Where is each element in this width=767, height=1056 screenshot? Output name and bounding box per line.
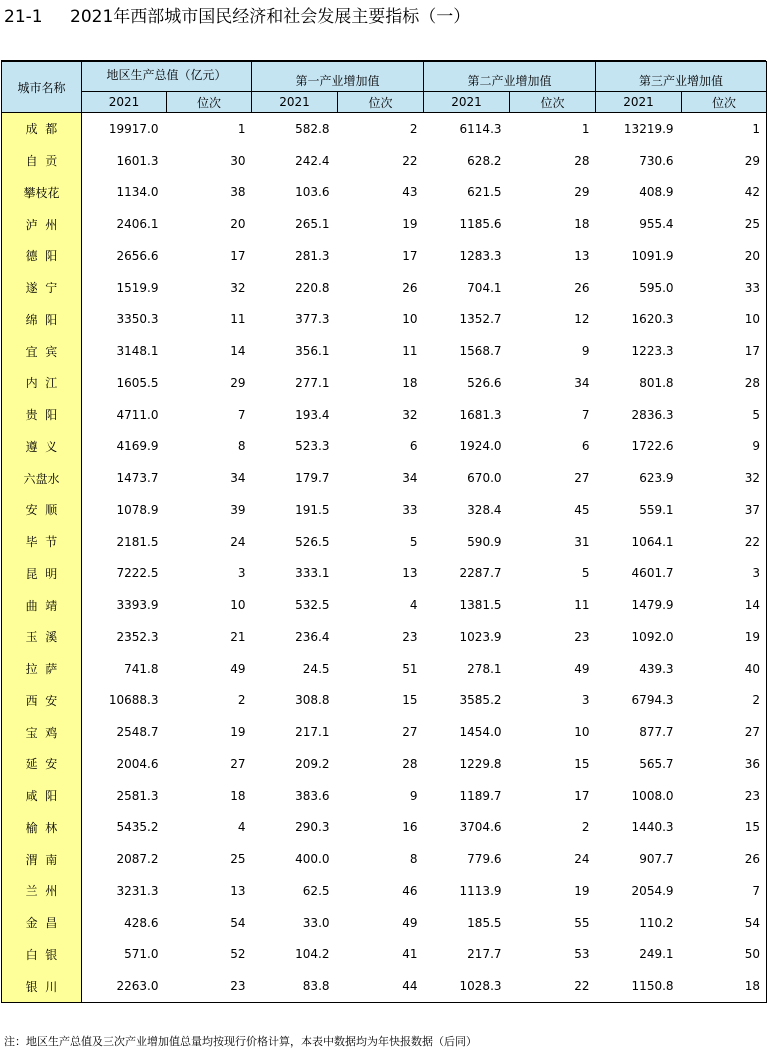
- tertiary-rank-cell: 1: [682, 113, 767, 145]
- table-row: [2, 653, 767, 685]
- gdp-value-cell: 2406.1: [116, 217, 159, 232]
- tertiary-industry-header: 第三产业增加值: [596, 62, 767, 92]
- tertiary-rank-cell: 50: [682, 939, 767, 971]
- gdp-value-cell: 3231.3: [116, 883, 159, 898]
- gdp-rank-cell: 34: [230, 471, 246, 486]
- secondary-rank-cell: 29: [574, 185, 590, 200]
- primary-value-cell: 242.4: [295, 153, 330, 168]
- secondary-rank-cell: 34: [574, 375, 590, 390]
- city-name-cell: 金 昌: [2, 907, 82, 939]
- tertiary-value-cell: 565.7: [639, 756, 674, 771]
- gdp-rank-cell: 13: [230, 883, 246, 898]
- tertiary-rank-cell: 54: [682, 907, 767, 939]
- primary-rank-cell: 46: [402, 883, 418, 898]
- tertiary-value-cell: 877.7: [639, 725, 674, 740]
- city-name-cell: 玉 溪: [2, 621, 82, 653]
- secondary-rank-cell: 31: [574, 534, 590, 549]
- secondary-value-cell: 1352.7: [459, 312, 502, 327]
- gdp-value-cell: 2581.3: [116, 788, 159, 803]
- primary-rank-header: 位次: [338, 92, 424, 113]
- table-row: [2, 272, 767, 304]
- city-name-cell: 贵 阳: [2, 399, 82, 431]
- secondary-value-cell: 621.5: [467, 185, 502, 200]
- gdp-value-cell: 3148.1: [116, 344, 159, 359]
- gdp-value-cell: 1134.0: [116, 185, 159, 200]
- city-name-cell: 宜 宾: [2, 335, 82, 367]
- gdp-rank-cell: 18: [230, 788, 246, 803]
- secondary-rank-cell: 24: [574, 852, 590, 867]
- tertiary-rank-cell: 25: [682, 208, 767, 240]
- city-name-cell: 西 安: [2, 685, 82, 717]
- primary-value-cell: 532.5: [295, 598, 330, 613]
- tertiary-value-cell: 4601.7: [631, 566, 674, 581]
- tertiary-value-cell: 1150.8: [596, 970, 682, 1002]
- city-name-cell: 安 顺: [2, 494, 82, 526]
- primary-value-cell: 217.1: [295, 725, 330, 740]
- secondary-rank-cell: 9: [581, 344, 590, 359]
- tertiary-rank-cell: 17: [682, 335, 767, 367]
- primary-rank-cell: 19: [402, 217, 418, 232]
- secondary-rank-cell: 45: [574, 502, 590, 517]
- tertiary-rank-cell: 42: [682, 177, 767, 209]
- secondary-rank-cell: 1: [581, 121, 590, 136]
- gdp-value-cell: 3393.9: [116, 598, 159, 613]
- secondary-value-cell: 1381.5: [459, 598, 502, 613]
- primary-rank-cell: 8: [409, 852, 418, 867]
- city-name-cell: 渭 南: [2, 843, 82, 875]
- secondary-value-cell: 590.9: [467, 534, 502, 549]
- table-row: [2, 589, 767, 621]
- primary-value-cell: 191.5: [295, 502, 330, 517]
- city-name-cell: 德 阳: [2, 240, 82, 272]
- gdp-rank-cell: 19: [230, 725, 246, 740]
- gdp-year-header: 2021: [82, 92, 167, 113]
- secondary-value-cell: 1113.9: [459, 883, 502, 898]
- table-row: [2, 145, 767, 177]
- secondary-value-cell: 1283.3: [459, 248, 502, 263]
- primary-value-cell: 290.3: [295, 820, 330, 835]
- primary-rank-cell: 10: [402, 312, 418, 327]
- gdp-rank-cell: 14: [230, 344, 246, 359]
- secondary-value-cell: 1681.3: [459, 407, 502, 422]
- gdp-rank-cell: 11: [230, 312, 246, 327]
- city-name-cell: 绵 阳: [2, 304, 82, 336]
- primary-value-cell: 277.1: [295, 375, 330, 390]
- primary-rank-cell: 2: [409, 121, 418, 136]
- primary-value-cell: 383.6: [295, 788, 330, 803]
- secondary-value-cell: 185.5: [467, 915, 502, 930]
- gdp-rank-cell: 17: [230, 248, 246, 263]
- primary-value-cell: 62.5: [302, 883, 330, 898]
- gdp-rank-cell: 20: [230, 217, 246, 232]
- secondary-rank-cell: 15: [574, 756, 590, 771]
- secondary-value-cell: 704.1: [467, 280, 502, 295]
- gdp-rank-cell: 27: [230, 756, 246, 771]
- secondary-value-cell: 1454.0: [459, 725, 502, 740]
- secondary-value-cell: 1189.7: [459, 788, 502, 803]
- primary-value-cell: 33.0: [302, 915, 330, 930]
- secondary-value-cell: 328.4: [467, 502, 502, 517]
- table-row: [2, 113, 767, 145]
- gdp-value-cell: 2004.6: [116, 756, 159, 771]
- tertiary-value-cell: 439.3: [639, 661, 674, 676]
- secondary-rank-cell: 49: [574, 661, 590, 676]
- gdp-value-cell: 7222.5: [116, 566, 159, 581]
- city-name-cell: 银 川: [2, 970, 82, 1002]
- city-name-cell: 曲 靖: [2, 589, 82, 621]
- tertiary-value-cell: 730.6: [639, 153, 674, 168]
- primary-rank-cell: 22: [402, 153, 418, 168]
- primary-value-cell: 209.2: [295, 756, 330, 771]
- secondary-value-cell: 1185.6: [459, 217, 502, 232]
- city-name-cell: 白 银: [2, 939, 82, 971]
- tertiary-value-cell: 1064.1: [631, 534, 674, 549]
- tertiary-rank-cell: 28: [682, 367, 767, 399]
- table-row: [2, 558, 767, 590]
- tertiary-rank-cell: 10: [682, 304, 767, 336]
- table-row: [2, 780, 767, 812]
- table-row: [2, 335, 767, 367]
- city-name-cell: 自 贡: [2, 145, 82, 177]
- secondary-value-cell: 1229.8: [459, 756, 502, 771]
- gdp-value-cell: 571.0: [124, 947, 159, 962]
- secondary-value-cell: 2287.7: [459, 566, 502, 581]
- table-number: 21-1: [4, 7, 43, 27]
- tertiary-rank-cell: 40: [682, 653, 767, 685]
- secondary-rank-cell: 3: [581, 693, 590, 708]
- tertiary-rank-header: 位次: [682, 92, 767, 113]
- primary-rank-cell: 27: [402, 725, 418, 740]
- tertiary-rank-cell: 3: [682, 558, 767, 590]
- gdp-rank-header: 位次: [167, 92, 252, 113]
- gdp-rank-cell: 21: [230, 629, 246, 644]
- primary-rank-cell: 41: [402, 947, 418, 962]
- tertiary-value-cell: 1008.0: [631, 788, 674, 803]
- primary-value-cell: 236.4: [295, 629, 330, 644]
- table-row: [2, 240, 767, 272]
- primary-value-cell: 333.1: [295, 566, 330, 581]
- primary-rank-cell: 49: [402, 915, 418, 930]
- secondary-rank-cell: 53: [574, 947, 590, 962]
- primary-rank-cell: 15: [402, 693, 418, 708]
- primary-value-cell: 193.4: [295, 407, 330, 422]
- primary-rank-cell: 33: [402, 502, 418, 517]
- tertiary-value-cell: 2836.3: [631, 407, 674, 422]
- city-name-cell: 六盘水: [2, 462, 82, 494]
- tertiary-rank-cell: 27: [682, 716, 767, 748]
- tertiary-rank-cell: 18: [682, 970, 767, 1002]
- gdp-rank-cell: 10: [230, 598, 246, 613]
- secondary-rank-cell: 19: [574, 883, 590, 898]
- tertiary-rank-cell: 7: [682, 875, 767, 907]
- secondary-rank-cell: 28: [574, 153, 590, 168]
- secondary-value-cell: 1023.9: [459, 629, 502, 644]
- tertiary-value-cell: 595.0: [639, 280, 674, 295]
- gdp-header: 地区生产总值（亿元）: [82, 62, 252, 92]
- secondary-rank-cell: 18: [574, 217, 590, 232]
- tertiary-value-cell: 559.1: [639, 502, 674, 517]
- tertiary-value-cell: 1440.3: [631, 820, 674, 835]
- gdp-rank-cell: 54: [230, 915, 246, 930]
- table-row: [2, 685, 767, 717]
- primary-rank-cell: 34: [402, 471, 418, 486]
- city-name-cell: 榆 林: [2, 812, 82, 844]
- primary-rank-cell: 26: [402, 280, 418, 295]
- primary-value-cell: 220.8: [295, 280, 330, 295]
- tertiary-rank-cell: 9: [682, 431, 767, 463]
- gdp-value-cell: 2087.2: [116, 852, 159, 867]
- primary-rank-cell: 17: [402, 248, 418, 263]
- gdp-value-cell: 428.6: [124, 915, 159, 930]
- tertiary-value-cell: 1620.3: [631, 312, 674, 327]
- footnote: 注：地区生产总值及三次产业增加值总量均按现行价格计算，本表中数据均为年快报数据（后同）: [4, 1035, 477, 1048]
- secondary-rank-cell: 5: [581, 566, 590, 581]
- tertiary-rank-cell: 37: [682, 494, 767, 526]
- city-name-cell: 延 安: [2, 748, 82, 780]
- tertiary-value-cell: 1223.3: [631, 344, 674, 359]
- secondary-value-cell: 3704.6: [459, 820, 502, 835]
- primary-value-cell: 103.6: [295, 185, 330, 200]
- primary-rank-cell: 4: [409, 598, 418, 613]
- city-name-cell: 兰 州: [2, 875, 82, 907]
- gdp-rank-cell: 24: [230, 534, 246, 549]
- secondary-rank-cell: 17: [574, 788, 590, 803]
- primary-value-cell: 582.8: [295, 121, 330, 136]
- table-row: [2, 939, 767, 971]
- secondary-rank-cell: 7: [581, 407, 590, 422]
- secondary-rank-cell: 11: [574, 598, 590, 613]
- secondary-rank-cell: 22: [510, 970, 596, 1002]
- city-name-cell: 毕 节: [2, 526, 82, 558]
- secondary-value-cell: 779.6: [467, 852, 502, 867]
- city-name-cell: 攀枝花: [2, 177, 82, 209]
- secondary-rank-cell: 13: [574, 248, 590, 263]
- tertiary-year-header: 2021: [596, 92, 682, 113]
- gdp-rank-cell: 49: [230, 661, 246, 676]
- primary-value-cell: 356.1: [295, 344, 330, 359]
- city-name-cell: 拉 萨: [2, 653, 82, 685]
- primary-rank-cell: 28: [402, 756, 418, 771]
- primary-value-cell: 104.2: [295, 947, 330, 962]
- gdp-rank-cell: 23: [167, 970, 252, 1002]
- tertiary-value-cell: 955.4: [639, 217, 674, 232]
- gdp-value-cell: 3350.3: [116, 312, 159, 327]
- gdp-rank-cell: 7: [237, 407, 246, 422]
- primary-rank-cell: 5: [409, 534, 418, 549]
- secondary-value-cell: 628.2: [467, 153, 502, 168]
- secondary-rank-cell: 10: [574, 725, 590, 740]
- primary-industry-header: 第一产业增加值: [252, 62, 424, 92]
- tertiary-rank-cell: 20: [682, 240, 767, 272]
- gdp-value-cell: 2656.6: [116, 248, 159, 263]
- table-row: [2, 970, 767, 1002]
- tertiary-rank-cell: 29: [682, 145, 767, 177]
- secondary-rank-cell: 26: [574, 280, 590, 295]
- tertiary-rank-cell: 15: [682, 812, 767, 844]
- table-row: [2, 748, 767, 780]
- gdp-value-cell: 10688.3: [108, 693, 159, 708]
- page-title: [4, 6, 470, 28]
- table-row: [2, 431, 767, 463]
- city-name-cell: 遵 义: [2, 431, 82, 463]
- gdp-rank-cell: 32: [230, 280, 246, 295]
- gdp-value-cell: 1601.3: [116, 153, 159, 168]
- tertiary-value-cell: 1091.9: [631, 248, 674, 263]
- gdp-rank-cell: 8: [237, 439, 246, 454]
- secondary-value-cell: 670.0: [467, 471, 502, 486]
- primary-value-cell: 377.3: [295, 312, 330, 327]
- secondary-rank-cell: 27: [574, 471, 590, 486]
- gdp-value-cell: 2548.7: [116, 725, 159, 740]
- table-row: [2, 907, 767, 939]
- secondary-value-cell: 526.6: [467, 375, 502, 390]
- tertiary-rank-cell: 19: [682, 621, 767, 653]
- secondary-rank-cell: 2: [581, 820, 590, 835]
- secondary-rank-cell: 6: [581, 439, 590, 454]
- gdp-rank-cell: 1: [237, 121, 246, 136]
- tertiary-value-cell: 6794.3: [631, 693, 674, 708]
- indicator-table: [1, 61, 767, 1003]
- table-row: [2, 399, 767, 431]
- primary-rank-cell: 44: [338, 970, 424, 1002]
- gdp-value-cell: 741.8: [124, 661, 159, 676]
- tertiary-value-cell: 1479.9: [631, 598, 674, 613]
- city-name-cell: 内 江: [2, 367, 82, 399]
- table-row: [2, 875, 767, 907]
- secondary-value-cell: 1028.3: [424, 970, 510, 1002]
- secondary-industry-header: 第二产业增加值: [424, 62, 596, 92]
- primary-rank-cell: 23: [402, 629, 418, 644]
- tertiary-value-cell: 1722.6: [631, 439, 674, 454]
- tertiary-value-cell: 907.7: [639, 852, 674, 867]
- secondary-value-cell: 1924.0: [459, 439, 502, 454]
- city-name-header: 城市名称: [2, 62, 82, 113]
- table-row: [2, 367, 767, 399]
- table-row: [2, 462, 767, 494]
- tertiary-rank-cell: 5: [682, 399, 767, 431]
- gdp-rank-cell: 52: [230, 947, 246, 962]
- tertiary-rank-cell: 32: [682, 462, 767, 494]
- primary-rank-cell: 6: [409, 439, 418, 454]
- gdp-rank-cell: 3: [237, 566, 246, 581]
- primary-year-header: 2021: [252, 92, 338, 113]
- tertiary-rank-cell: 36: [682, 748, 767, 780]
- city-name-cell: 咸 阳: [2, 780, 82, 812]
- tertiary-rank-cell: 26: [682, 843, 767, 875]
- tertiary-value-cell: 249.1: [639, 947, 674, 962]
- primary-value-cell: 308.8: [295, 693, 330, 708]
- tertiary-value-cell: 110.2: [639, 915, 674, 930]
- tertiary-value-cell: 1092.0: [631, 629, 674, 644]
- primary-value-cell: 526.5: [295, 534, 330, 549]
- primary-rank-cell: 51: [402, 661, 418, 676]
- secondary-value-cell: 278.1: [467, 661, 502, 676]
- tertiary-rank-cell: 14: [682, 589, 767, 621]
- secondary-rank-header: 位次: [510, 92, 596, 113]
- table-row: [2, 843, 767, 875]
- table-row: [2, 208, 767, 240]
- gdp-value-cell: 2263.0: [82, 970, 167, 1002]
- gdp-value-cell: 4169.9: [116, 439, 159, 454]
- city-name-cell: 成 都: [2, 113, 82, 145]
- table-row: [2, 716, 767, 748]
- primary-rank-cell: 43: [402, 185, 418, 200]
- table-row: [2, 812, 767, 844]
- primary-rank-cell: 11: [402, 344, 418, 359]
- table-row: [2, 304, 767, 336]
- tertiary-value-cell: 408.9: [639, 185, 674, 200]
- table-row: [2, 494, 767, 526]
- secondary-rank-cell: 23: [574, 629, 590, 644]
- primary-rank-cell: 32: [402, 407, 418, 422]
- gdp-rank-cell: 4: [237, 820, 246, 835]
- secondary-rank-cell: 12: [574, 312, 590, 327]
- tertiary-value-cell: 2054.9: [631, 883, 674, 898]
- city-name-cell: 泸 州: [2, 208, 82, 240]
- gdp-value-cell: 1605.5: [116, 375, 159, 390]
- secondary-value-cell: 6114.3: [459, 121, 502, 136]
- primary-value-cell: 83.8: [252, 970, 338, 1002]
- gdp-rank-cell: 2: [237, 693, 246, 708]
- city-name-cell: 昆 明: [2, 558, 82, 590]
- tertiary-value-cell: 13219.9: [623, 121, 674, 136]
- primary-rank-cell: 16: [402, 820, 418, 835]
- gdp-value-cell: 1078.9: [116, 502, 159, 517]
- secondary-value-cell: 217.7: [467, 947, 502, 962]
- gdp-value-cell: 2352.3: [116, 629, 159, 644]
- primary-rank-cell: 18: [402, 375, 418, 390]
- gdp-value-cell: 19917.0: [108, 121, 159, 136]
- tertiary-rank-cell: 23: [682, 780, 767, 812]
- gdp-value-cell: 2181.5: [116, 534, 159, 549]
- gdp-value-cell: 5435.2: [116, 820, 159, 835]
- secondary-value-cell: 1568.7: [459, 344, 502, 359]
- gdp-value-cell: 4711.0: [116, 407, 159, 422]
- primary-value-cell: 24.5: [302, 661, 330, 676]
- tertiary-value-cell: 801.8: [639, 375, 674, 390]
- primary-value-cell: 265.1: [295, 217, 330, 232]
- table-title: 2021年西部城市国民经济和社会发展主要指标（一）: [70, 7, 471, 27]
- tertiary-rank-cell: 2: [682, 685, 767, 717]
- tertiary-value-cell: 623.9: [639, 471, 674, 486]
- table-row: [2, 621, 767, 653]
- secondary-value-cell: 3585.2: [459, 693, 502, 708]
- primary-value-cell: 400.0: [295, 852, 330, 867]
- primary-value-cell: 523.3: [295, 439, 330, 454]
- city-name-cell: 宝 鸡: [2, 716, 82, 748]
- table-row: [2, 177, 767, 209]
- table-row: [2, 526, 767, 558]
- primary-rank-cell: 13: [402, 566, 418, 581]
- gdp-rank-cell: 38: [230, 185, 246, 200]
- primary-value-cell: 179.7: [295, 471, 330, 486]
- tertiary-rank-cell: 22: [682, 526, 767, 558]
- table-body: [2, 113, 767, 1003]
- gdp-rank-cell: 25: [230, 852, 246, 867]
- primary-rank-cell: 9: [409, 788, 418, 803]
- tertiary-rank-cell: 33: [682, 272, 767, 304]
- secondary-rank-cell: 55: [574, 915, 590, 930]
- gdp-rank-cell: 39: [230, 502, 246, 517]
- gdp-rank-cell: 29: [230, 375, 246, 390]
- gdp-value-cell: 1473.7: [116, 471, 159, 486]
- primary-value-cell: 281.3: [295, 248, 330, 263]
- secondary-year-header: 2021: [424, 92, 510, 113]
- gdp-value-cell: 1519.9: [116, 280, 159, 295]
- gdp-rank-cell: 30: [230, 153, 246, 168]
- city-name-cell: 遂 宁: [2, 272, 82, 304]
